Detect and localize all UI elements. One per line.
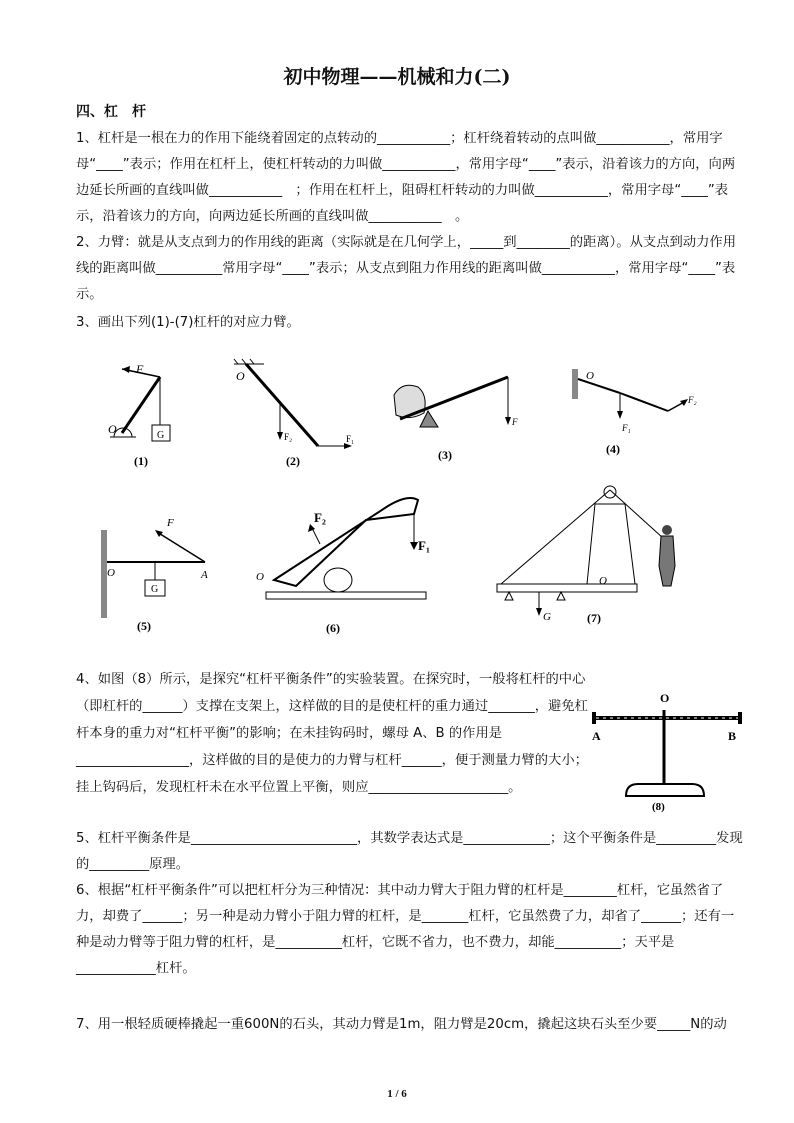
question-1: 1、杠杆是一根在力的作用下能绕着固定的点转动的___________；杠杆绕着转动的点叫做___________，常用字母“____”表示；作用在杠杆上，使杠杆转动的力叫做___________，常用字母“____”表示，沿着该力的方向，向两边延长所画的直线叫做___________ ；作用在杠杆上，阻碍杠杆转动的力叫做___________，常用字母“____”表示，沿着该力的方向，向两边延长所画的直线叫做___________ 。	[76, 131, 736, 224]
f5-G-label: G	[151, 584, 159, 595]
figure-7	[495, 480, 705, 630]
figure-8	[588, 690, 748, 815]
f5-A-label: A	[201, 569, 208, 581]
f7-caption: (7)	[587, 611, 601, 625]
figure-5	[95, 510, 225, 635]
f6-caption: (6)	[326, 621, 340, 635]
f6-F1-label: F₁	[418, 538, 430, 553]
f3-F-label: F	[512, 417, 518, 427]
figure-2	[230, 358, 360, 473]
figure-4	[570, 365, 710, 460]
f4-O-label: O	[586, 370, 594, 382]
f5-caption: (5)	[137, 619, 151, 633]
page-title: 初中物理——机械和力(二)	[283, 66, 511, 88]
f5-F-label: F	[167, 517, 174, 529]
f1-O-label: O	[108, 422, 117, 436]
f2-F2-label: F₂	[284, 432, 293, 442]
page-number: 1 / 6	[387, 1088, 407, 1100]
f2-O-label: O	[236, 369, 245, 383]
section-heading: 四、杠 杆	[76, 104, 146, 120]
f1-G-label: G	[157, 430, 165, 441]
question-2: 2、力臂：就是从支点到力的作用线的距离（实际就是在几何学上，_____到________的距离）。从支点到动力作用线的距离叫做__________常用字母“____”表示；从支点到阻力作用线的距离叫做___________，常用字母“____”表示。	[76, 235, 737, 302]
figure-1	[100, 355, 215, 473]
f2-F1-label: F₁	[346, 434, 355, 444]
figure-3	[380, 365, 520, 465]
f6-O-label: O	[256, 571, 264, 583]
f8-B-label: B	[728, 729, 737, 743]
question-4: 4、如图（8）所示，是探究“杠杆平衡条件”的实验装置。在探究时，一般将杠杆的中心（即杠杆的______）支撑在支架上，这样做的目的是使杠杆的重力通过_______，避免杠杆本身的重力对“杠杆平衡”的影响；在未挂钩码时，螺母 A、B 的作用是_________________，这样做的目的是使力的力臂与杠杆______，便于测量力臂的大小；挂上钩码后，发现杠杆未在水平位置上平衡，则应_____________________。	[76, 672, 588, 795]
f3-caption: (3)	[438, 448, 452, 462]
figure-6	[250, 488, 440, 638]
f6-F2-label: F₂	[314, 510, 326, 525]
f7-G-label: G	[543, 611, 551, 623]
question-7: 7、用一根轻质硬棒撬起一重600N的石头，其动力臂是1m，阻力臂是20cm，撬起这块石头至少要_____N的动	[76, 1017, 727, 1032]
f4-F1-label: F₁	[622, 423, 631, 433]
f1-F-label: F	[136, 362, 144, 376]
f2-caption: (2)	[286, 454, 300, 468]
f7-O-label: O	[599, 575, 607, 587]
f4-F2-label: F₂	[688, 395, 697, 405]
f5-O-label: O	[107, 567, 115, 579]
question-6: 6、根据“杠杆平衡条件”可以把杠杆分为三种情况：其中动力臂大于阻力臂的杠杆是________杠杆，它虽然省了力，却费了______；另一种是动力臂小于阻力臂的杠杆，是_______杠杆，它虽然费了力，却省了______；还有一种是动力臂等于阻力臂的杠杆，是__________杠杆，它既不省力，也不费力，却能__________；天平是____________杠杆。	[76, 883, 735, 976]
f8-O-label: O	[660, 691, 670, 705]
f8-caption: (8)	[652, 801, 665, 813]
f1-caption: (1)	[134, 454, 148, 468]
question-5: 5、杠杆平衡条件是_________________________，其数学表达式是_____________；这个平衡条件是_________发现的_________原理。	[76, 831, 743, 872]
f4-caption: (4)	[606, 442, 620, 456]
f8-A-label: A	[592, 729, 601, 743]
question-3: 3、画出下列(1)-(7)杠杆的对应力臂。	[76, 315, 300, 330]
